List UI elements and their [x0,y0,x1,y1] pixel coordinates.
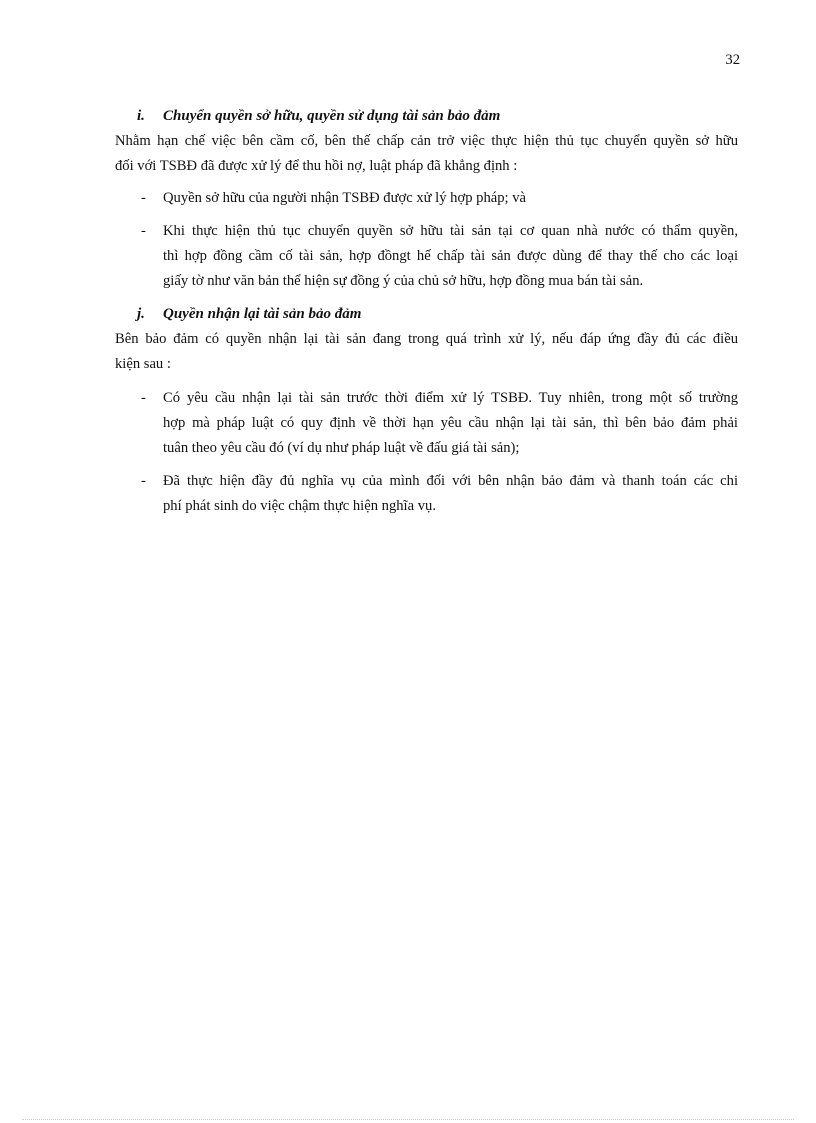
text-line: thì hợp đồng cầm cố tài sản, hợp đồngt hế chấp tài sản được dùng để thay thế cho các loại [163,248,738,264]
bullet-item [141,219,738,294]
paragraph-intro-i [115,129,738,179]
text-line: đối với TSBĐ đã được xử lý để thu hồi nợ, luật pháp đã khẳng định : [115,158,518,174]
text-line: Nhằm hạn chế việc bên cầm cố, bên thế chấp cản trở việc thực hiện thủ tục chuyển quyền sở hữu [115,133,738,149]
text-line: Quyền sở hữu của người nhận TSBĐ được xử lý hợp pháp; và [163,190,526,206]
section-label: j. [137,306,145,322]
text-line: phí phát sinh do việc chậm thực hiện nghĩa vụ. [163,498,436,514]
bullet-dash: - [141,223,146,239]
text-line: Có yêu cầu nhận lại tài sản trước thời điểm xử lý TSBĐ. Tuy nhiên, trong một số trường [163,390,738,406]
bullet-item [141,386,738,461]
text-line: giấy tờ như văn bản thể hiện sự đồng ý của chủ sở hữu, hợp đồng mua bán tài sản. [163,273,644,289]
bullet-dash: - [141,390,146,406]
bullet-dash: - [141,190,146,206]
section-label: i. [137,108,145,124]
text-line: Đã thực hiện đầy đủ nghĩa vụ của mình đối với bên nhận bảo đảm và thanh toán các chi [163,473,738,489]
bullet-item [141,469,738,519]
page-border-divider [22,1119,794,1120]
page-number: 32 [725,52,740,68]
text-line: Khi thực hiện thủ tục chuyển quyền sở hữu tài sản tại cơ quan nhà nước có thẩm quyền, [163,223,738,239]
bullet-item [141,186,738,211]
text-line: Bên bảo đảm có quyền nhận lại tài sản đang trong quá trình xử lý, nếu đáp ứng đầy đủ các điều [115,331,738,347]
section-title: Chuyển quyền sở hữu, quyền sử dụng tài sản bảo đảm [163,108,501,124]
text-line: hợp mà pháp luật có quy định về thời hạn yêu cầu nhận lại tài sản, thì bên bảo đảm phải [163,415,738,431]
text-line: kiện sau : [115,356,171,372]
text-line: tuân theo yêu cầu đó (ví dụ như pháp luật về đấu giá tài sản); [163,440,520,456]
bullet-dash: - [141,473,146,489]
paragraph-intro-j [115,327,738,377]
section-title: Quyền nhận lại tài sản bảo đảm [163,306,362,322]
